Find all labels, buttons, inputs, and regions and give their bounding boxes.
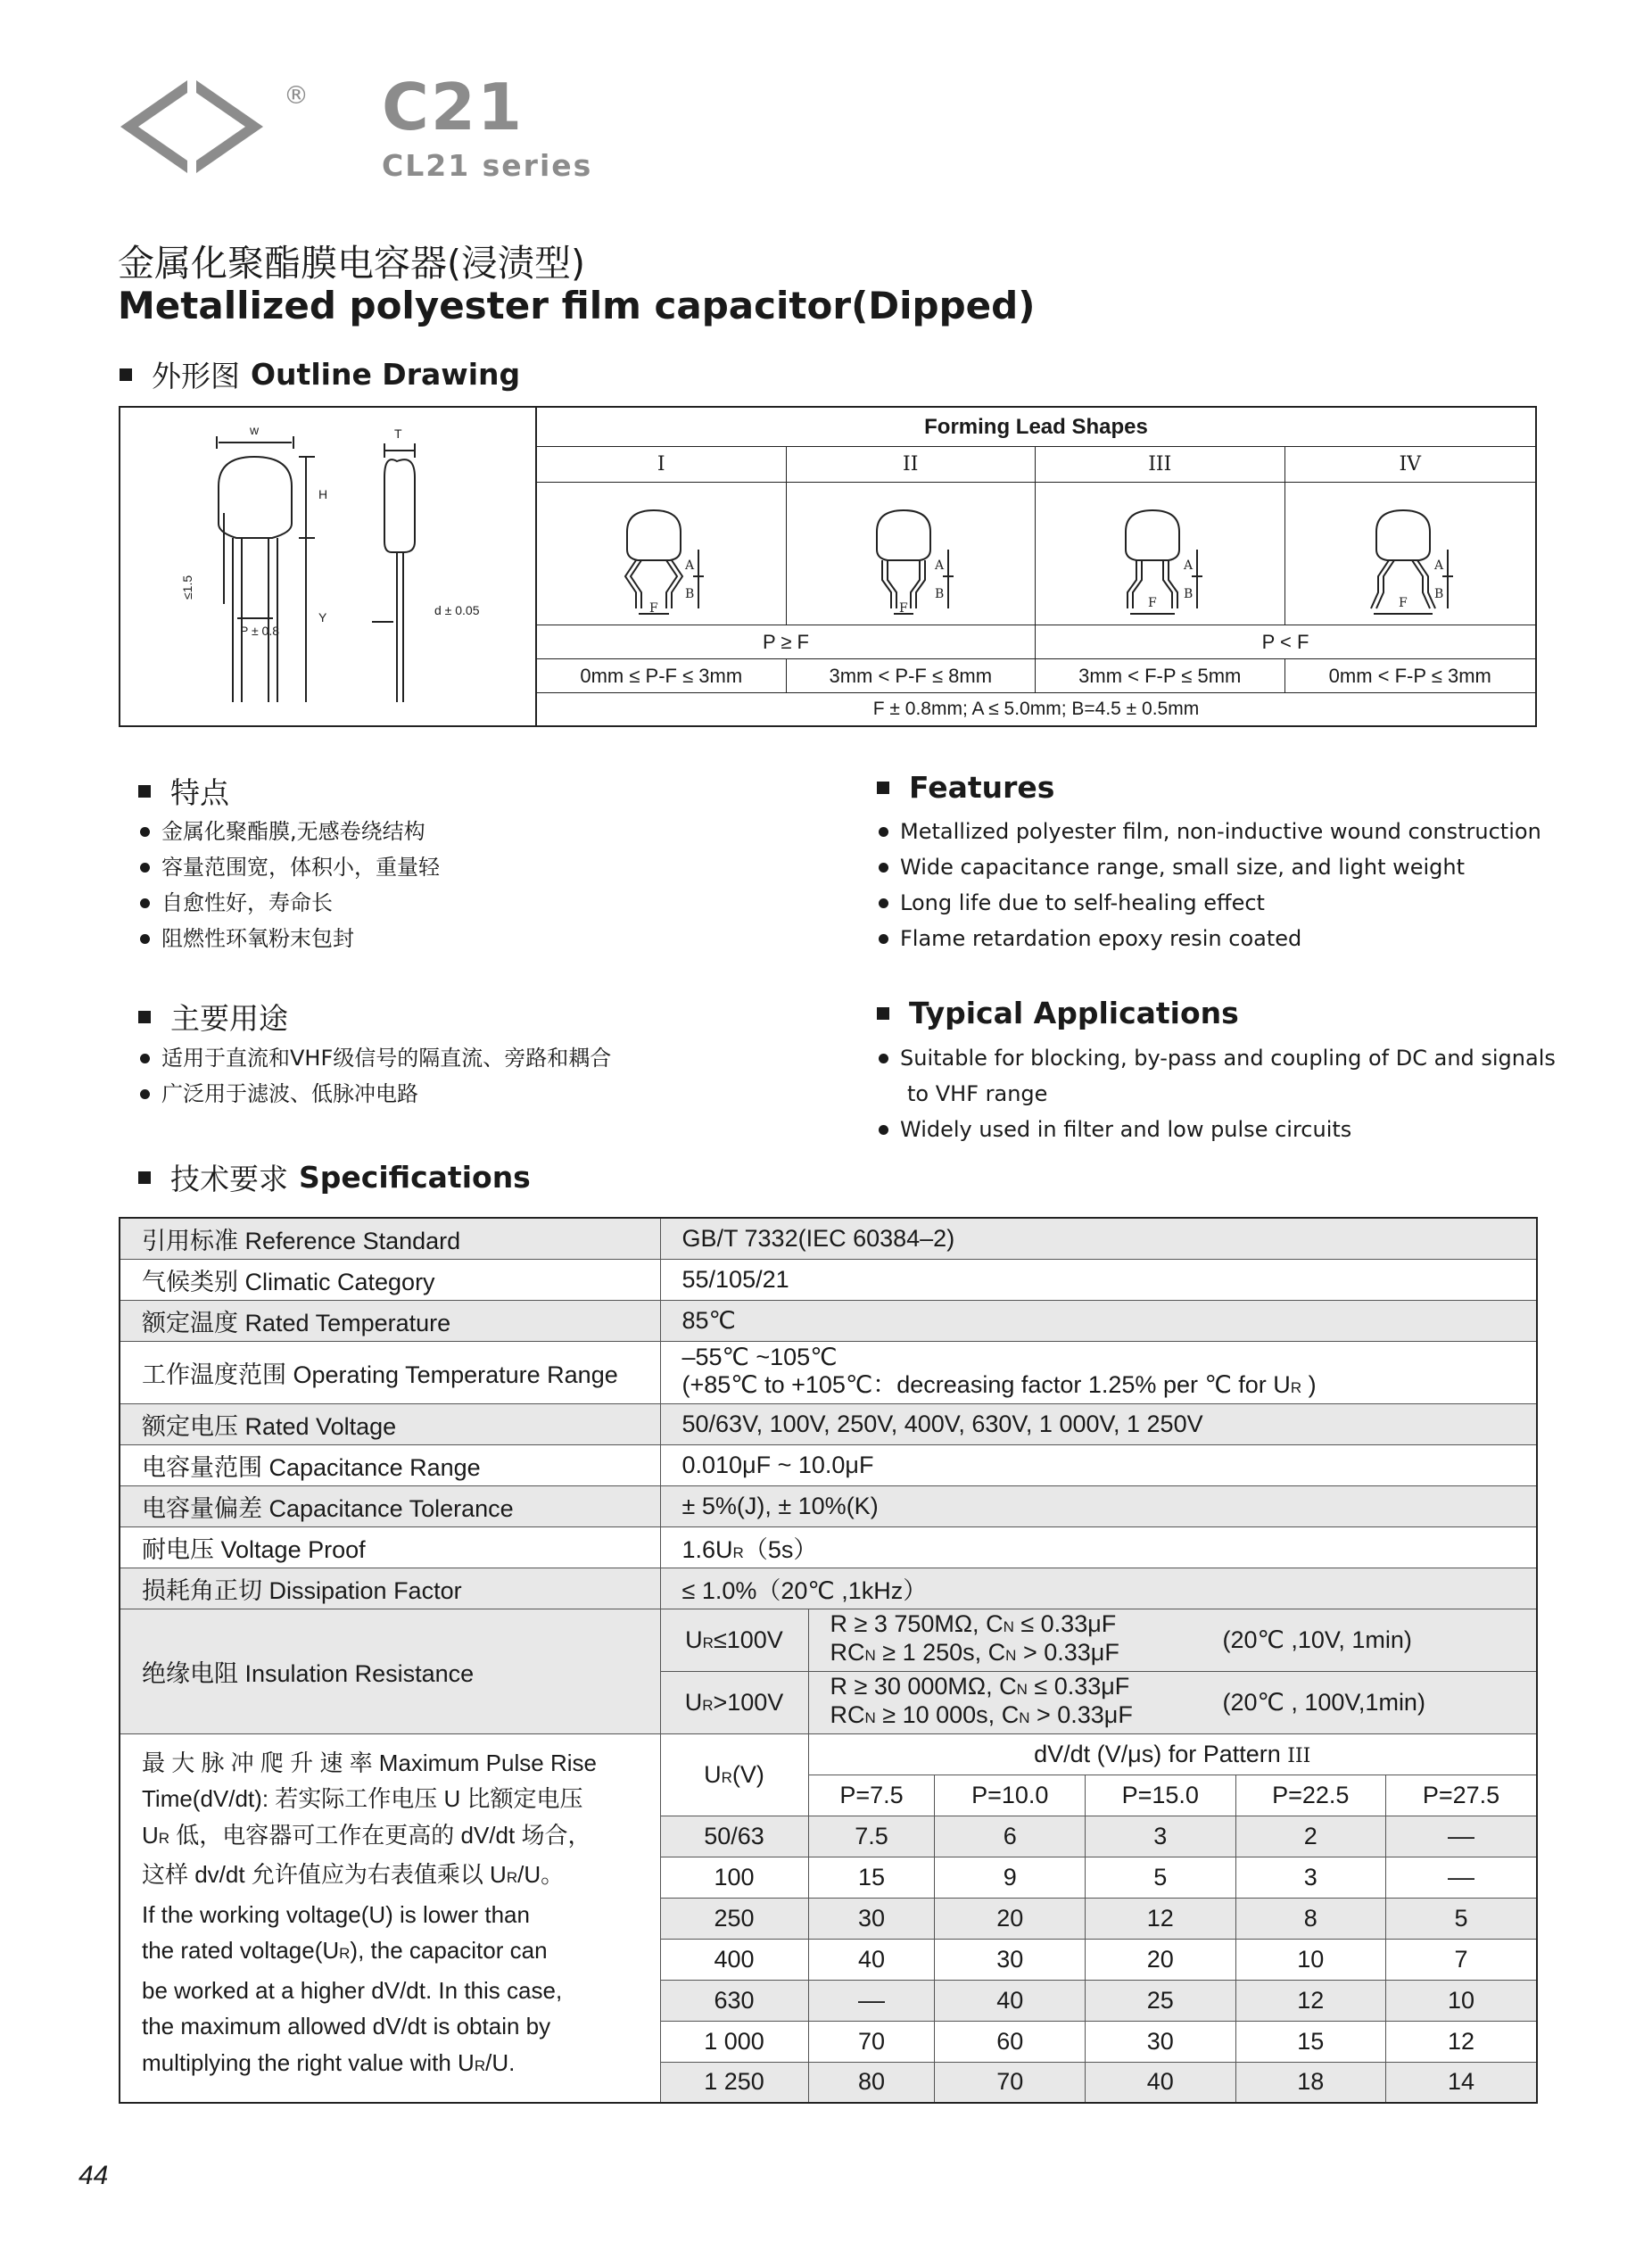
list-item: 金属化聚酯膜,无感卷绕结构 [138, 814, 440, 849]
spec-label: 引用标准 Reference Standard [120, 1218, 660, 1259]
svg-text:A: A [1433, 558, 1443, 573]
title-chinese: 金属化聚酯膜电容器(浸渍型) [118, 242, 585, 285]
features-heading-en: Features [877, 770, 1054, 805]
spec-label: 电容量范围 Capacitance Range [120, 1444, 660, 1485]
table-row [120, 1444, 1537, 1485]
insulation-value: R ≥ 30 000MΩ, CN ≤ 0.33μF RCN ≥ 10 000s, CN > 0.33μF (20℃ , 100V,1min) [808, 1671, 1537, 1733]
group-p-ge-f: P ≥ F [537, 625, 1036, 658]
spec-label: 额定温度 Rated Temperature [120, 1300, 660, 1341]
svg-text:A: A [1184, 558, 1194, 573]
list-item: 阻燃性环氧粉末包封 [138, 921, 440, 956]
list-item: Suitable for blocking, by-pass and coupling of DC and signals [877, 1040, 1556, 1076]
table-row [120, 1218, 1537, 1259]
list-item: Wide capacitance range, small size, and light weight [877, 849, 1541, 885]
spec-label: 损耗角正切 Dissipation Factor [120, 1568, 660, 1609]
spec-value: 1.6UR（5s） [660, 1526, 1537, 1568]
features-heading-cn: 特点 [138, 770, 229, 812]
table-row [120, 1733, 1537, 1775]
list-item: 自愈性好，寿命长 [138, 885, 440, 921]
pitch-header: P=27.5 [1386, 1775, 1537, 1816]
table-row [120, 1485, 1537, 1526]
spec-label: 耐电压 Voltage Proof [120, 1526, 660, 1568]
ur-header: UR(V) [660, 1733, 808, 1816]
range-cell: 0mm ≤ P-F ≤ 3mm [537, 659, 787, 692]
lead-shape-1-drawing [537, 483, 787, 625]
group-p-lt-f: P < F [1261, 630, 1309, 653]
list-item: Widely used in filter and low pulse circuits [877, 1112, 1556, 1147]
lead-shape-4-drawing [1285, 483, 1536, 625]
svg-text:F: F [1398, 595, 1408, 610]
table-row [120, 1300, 1537, 1341]
svg-text:F: F [898, 600, 908, 616]
shape-label: I [537, 447, 787, 482]
insulation-condition: UR>100V [660, 1671, 808, 1733]
title-english: Metallized polyester film capacitor(Dipped) [118, 284, 1036, 327]
model-number: C21 [382, 70, 525, 145]
spec-value: –55℃ ~105℃ (+85℃ to +105℃：decreasing factor 1.25% per ℃ for UR ) [660, 1341, 1537, 1403]
pitch-header: P=22.5 [1235, 1775, 1386, 1816]
specifications-table [119, 1217, 1538, 2104]
dim-h: H [318, 487, 328, 501]
svg-text:F: F [649, 600, 658, 616]
dim-t: T [394, 426, 402, 441]
table-row: 630 –– 40 25 12 10 [120, 1980, 1537, 2021]
dim-lead: ≤1.5 [180, 575, 194, 600]
table-row: 250 30 20 12 8 5 [120, 1898, 1537, 1939]
list-item: Flame retardation epoxy resin coated [877, 921, 1541, 956]
dvdt-header: dV/dt (V/μs) for Pattern III [808, 1733, 1537, 1775]
pulse-rise-description: 最 大 脉 冲 爬 升 速 率 Maximum Pulse Rise Time(dV/dt): 若实际工作电压 U 比额定电压 UR 低，电容器可工作在更高的 dV/dt 场合， 这样 dv/dt 允许值应为右表值乘以 UR/U。 If the working voltage(U) is lower than the rated voltage(UR), the capacitor can be worked at a higher dV/dt. In this case, the maximum allowed dV/dt is obtain by multiplying the right value with UR/U. [120, 1733, 660, 2103]
range-cell: 3mm < F-P ≤ 5mm [1036, 659, 1285, 692]
list-item: Long life due to self-healing effect [877, 885, 1541, 921]
applications-heading-cn: 主要用途 [138, 996, 288, 1038]
forming-title-row [537, 408, 1535, 447]
page-number: 44 [78, 2161, 109, 2190]
svg-text:B: B [1433, 586, 1444, 601]
capacitor-dimension-drawing [120, 408, 535, 725]
shape-label: IV [1399, 453, 1422, 476]
lead-shape-3-drawing [1036, 483, 1285, 625]
list-item: 适用于直流和VHF级信号的隔直流、旁路和耦合 [138, 1040, 611, 1076]
tolerance-row [537, 693, 1535, 725]
table-row: 50/63 7.5 6 3 2 –– [120, 1816, 1537, 1857]
list-item: 广泛用于滤波、低脉冲电路 [138, 1076, 611, 1112]
dim-d: d ± 0.05 [434, 603, 480, 617]
range-cell: 0mm < F-P ≤ 3mm [1328, 664, 1491, 687]
list-item-continuation: to VHF range [907, 1081, 1048, 1106]
table-row: 1 250 80 70 40 18 14 [120, 2062, 1537, 2103]
table-row [120, 1526, 1537, 1568]
spec-label: 绝缘电阻 Insulation Resistance [120, 1609, 660, 1733]
shape-header-row [537, 447, 1535, 483]
spec-label: 电容量偏差 Capacitance Tolerance [120, 1485, 660, 1526]
spec-value: 50/63V, 100V, 250V, 400V, 630V, 1 000V, 1 250V [660, 1403, 1537, 1444]
outline-heading: 外形图 Outline Drawing [120, 353, 520, 395]
spec-value: 55/105/21 [660, 1259, 1537, 1300]
tolerance-note: F ± 0.8mm; A ≤ 5.0mm; B=4.5 ± 0.5mm [872, 699, 1200, 719]
lead-shape-2-drawing [787, 483, 1037, 625]
svg-text:F: F [1148, 595, 1157, 610]
svg-text:B: B [1184, 586, 1194, 601]
forming-lead-table [535, 408, 1535, 725]
applications-heading-en: Typical Applications [877, 996, 1239, 1030]
svg-text:A: A [934, 558, 944, 573]
pitch-header: P=10.0 [935, 1775, 1086, 1816]
forming-title: Forming Lead Shapes [924, 414, 1148, 439]
spec-value: ≤ 1.0%（20℃ ,1kHz） [660, 1568, 1537, 1609]
table-row: 1 000 70 60 30 15 12 [120, 2021, 1537, 2062]
shape-label: III [1036, 447, 1285, 482]
brand-logo [116, 73, 321, 180]
table-row [120, 1568, 1537, 1609]
shape-drawings-row [537, 483, 1535, 625]
pitch-header: P=15.0 [1085, 1775, 1235, 1816]
range-cell: 3mm < P-F ≤ 8mm [787, 659, 1037, 692]
insulation-condition: UR≤100V [660, 1609, 808, 1671]
insulation-value: R ≥ 3 750MΩ, CN ≤ 0.33μF RCN ≥ 1 250s, CN > 0.33μF (20℃ ,10V, 1min) [808, 1609, 1537, 1671]
spec-label: 工作温度范围 Operating Temperature Range [120, 1341, 660, 1403]
spec-value: ± 5%(J), ± 10%(K) [660, 1485, 1537, 1526]
table-row: 400 40 30 20 10 7 [120, 1939, 1537, 1980]
spec-value: 0.010μF ~ 10.0μF [660, 1444, 1537, 1485]
spec-label: 额定电压 Rated Voltage [120, 1403, 660, 1444]
specifications-heading: 技术要求 Specifications [138, 1156, 531, 1198]
svg-text:B: B [685, 586, 695, 601]
dim-p: P ± 0.8 [240, 624, 280, 638]
series-name: CL21 series [382, 148, 593, 183]
shape-label: II [787, 447, 1037, 482]
dim-y: Y [318, 610, 327, 625]
dim-w: w [250, 423, 260, 437]
range-row [537, 659, 1535, 693]
table-row [120, 1259, 1537, 1300]
applications-list-cn [138, 1040, 611, 1112]
spec-value: 85℃ [660, 1300, 1537, 1341]
svg-text:A: A [685, 558, 695, 573]
pitch-header: P=7.5 [808, 1775, 935, 1816]
group-row [537, 625, 1535, 659]
table-row [120, 1403, 1537, 1444]
table-row [120, 1341, 1537, 1403]
list-item: 容量范围宽，体积小，重量轻 [138, 849, 440, 885]
table-row [120, 1609, 1537, 1671]
applications-list-en [877, 1040, 1556, 1147]
spec-label: 气候类别 Climatic Category [120, 1259, 660, 1300]
table-row: 100 15 9 5 3 –– [120, 1857, 1537, 1898]
list-item: Metallized polyester film, non-inductive wound construction [877, 814, 1541, 849]
registered-mark: ® [284, 80, 309, 110]
outline-drawing-box [119, 406, 1537, 727]
features-list-en [877, 814, 1541, 956]
features-list-cn [138, 814, 440, 956]
svg-text:B: B [934, 586, 945, 601]
spec-value: GB/T 7332(IEC 60384–2) [660, 1218, 1537, 1259]
